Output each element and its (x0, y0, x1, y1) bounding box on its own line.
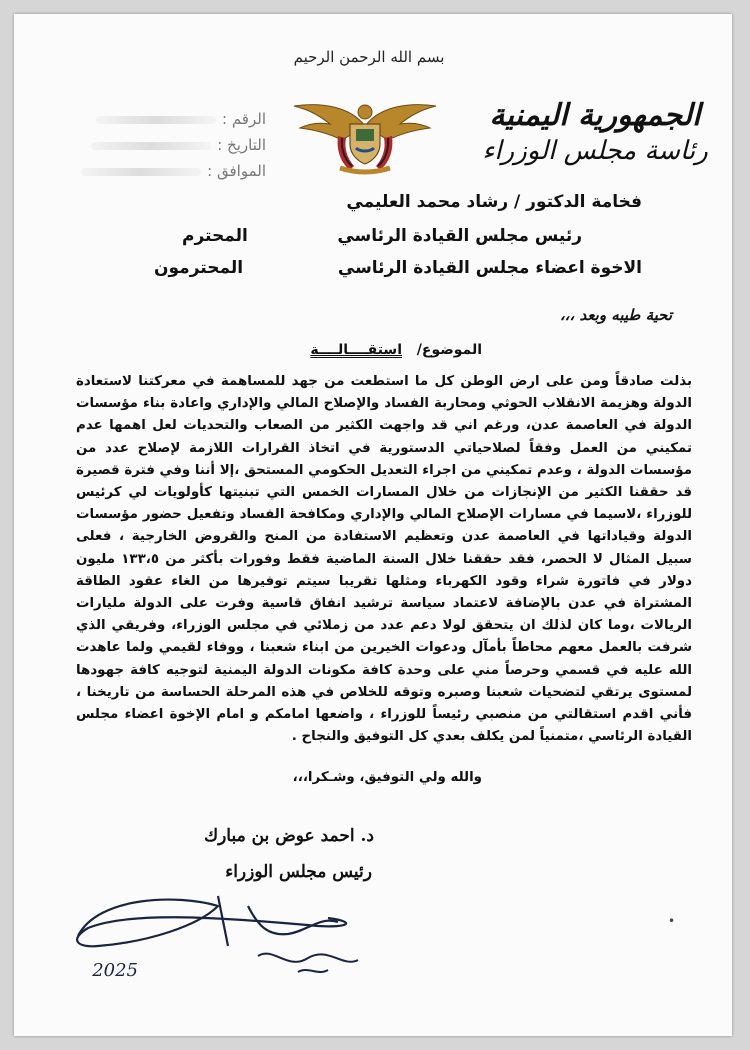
letter-body (76, 371, 692, 748)
handwritten-signature (58, 876, 388, 986)
letter-page (14, 14, 732, 1036)
ref-number-row (56, 106, 266, 132)
yemen-eagle-emblem (290, 96, 440, 176)
ref-hijri-row (56, 158, 266, 184)
body-paragraph: بذلت صادقاً ومن على ارض الوطن كل ما استطعت من جهد للمساهمة في معركتنا لاستعادة الدولة وهزيمة الانقلاب الحوثي ومحاربة الفساد والإصلاح المالي والإداري واعادة بناء مؤسسات الدولة في العاصمة عدن، ورغم اني قد واجهت الكثير من الصعاب والتحديات لعل اهمها عدم تمكيني من العمل وفقاً لصلاحياتي الدستورية في اتخاذ القرارات اللازمة لإصلاح عدد من مؤسسات الدولة ، وعدم تمكيني من اجراء التعديل الحكومي المستحق ،إلا أننا وفي فترة قصيرة قد حققنا الكثير من الإنجازات من خلال المسارات الخمس التي تبنيتها كأولويات لي كرئيس للوزراء ،لاسيما في مسارات الإصلاح المالي والإداري ومكافحة الفساد وتفعيل حضور مؤسسات الدولة وقياداتها في العاصمة عدن وتعظيم الاستفادة من المنح والقروض الخارجية ، فعلى سبيل المثال لا الحصر، فقد حققنا خلال السنة الماضية فقط وفورات بأكثر من ١٣٣،٥ مليون دولار في فاتورة شراء وقود الكهرباء ومثلها تقريبا سيتم توفيرها من الغاء عقود الطاقة المشتراة في عدن بالإضافة لاعتماد سياسة ترشيد انفاق قاسية وفرت على الدولة مليارات الريالات ،وما كان لذلك ان يتحقق لولا دعم عدد من زملائي في مجلس الوزراء، وفريقي الذي شرفت بالعمل معهم محاطاً بأمآل ودعوات الخيرين من ابناء شعبنا ، ووفاء لقيمي ولما عاهدت الله عليه في قسمي وحرصاً مني على وحدة كافة مكونات الدولة اليمنية لتوجيه كافة جهودها لمستوى يرتقي لتضحيات شعبنا وصبره وتوقه للخلاص في هذه المرحلة الحساسة من تاريخنا ، فأني اقدم استقالتي من منصبي رئيساً للوزراء ، واضعها امامكم و امام الإخوة اعضاء مجلس القيادة الرئاسي ،متمنياً لمن يكلف بعدي كل التوفيق والنجاح . (76, 374, 692, 745)
ref-date-row (56, 132, 266, 158)
page-mark: • (668, 914, 676, 928)
ref-date-label: التاريخ : (217, 136, 266, 154)
signatory-name: د. احمد عوض بن مبارك (204, 826, 374, 846)
signature-year: 2025 (92, 960, 138, 981)
signatory-title: رئيس مجلس الوزراء (225, 862, 372, 882)
reference-block (56, 106, 266, 184)
country-name: الجمهورية اليمنية (489, 98, 701, 133)
addressee-line1: فخامة الدكتور / رشاد محمد العليمي (346, 192, 642, 212)
subject-label: الموضوع/ (416, 342, 482, 358)
ref-number-label: الرقم : (222, 110, 266, 128)
closing-line: والله ولي التوفيق، وشـكرا،،، (292, 770, 482, 785)
issuer-header (480, 98, 710, 168)
ref-hijri-label: الموافق : (207, 162, 266, 180)
addressee-line3: الاخوة اعضاء مجلس القيادة الرئاسي (337, 258, 642, 278)
greeting: تحية طيبه وبعد ،،، (559, 306, 672, 324)
office-name: رئاسة مجلس الوزراء (482, 136, 708, 166)
addressee-honorific-1: المحترم (182, 226, 248, 246)
addressee-honorific-2: المحترمون (154, 258, 244, 278)
addressee-line2: رئيس مجلس القيادة الرئاسي (337, 226, 582, 246)
subject-value: استقــــالــــة (310, 342, 402, 358)
basmala: بسم الله الرحمن الرحيم (293, 48, 445, 66)
